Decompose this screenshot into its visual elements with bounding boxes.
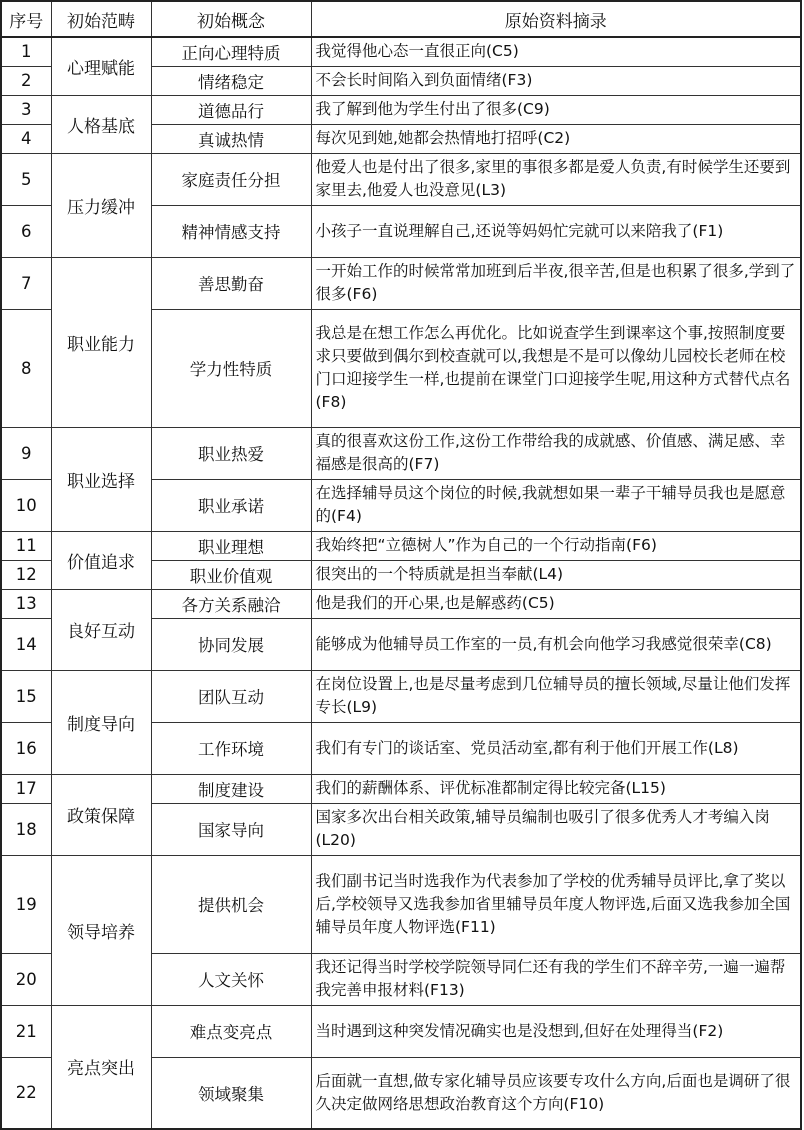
header-excerpt: 原始资料摘录 (311, 1, 801, 37)
table-row (1, 774, 801, 803)
table-row (1, 427, 801, 479)
row-number: 22 (1, 1057, 51, 1129)
excerpt-cell: 我总是在想工作怎么再优化。比如说查学生到课率这个事,按照制度要求只要做到偶尔到校查就可以,我想是不是可以像幼儿园校长老师在校门口迎接学生一样,也提前在课堂门口迎接学生呢,用这种方式替代点名(F8) (311, 309, 801, 427)
row-number: 4 (1, 124, 51, 153)
concept-cell: 提供机会 (151, 855, 311, 953)
excerpt-cell: 不会长时间陷入到负面情绪(F3) (311, 66, 801, 95)
excerpt-cell: 我了解到他为学生付出了很多(C9) (311, 95, 801, 124)
category-cell: 良好互动 (51, 589, 151, 670)
row-number: 17 (1, 774, 51, 803)
excerpt-cell: 每次见到她,她都会热情地打招呼(C2) (311, 124, 801, 153)
table-row (1, 95, 801, 124)
excerpt-cell: 我们的薪酬体系、评优标准都制定得比较完备(L15) (311, 774, 801, 803)
excerpt-cell: 我觉得他心态一直很正向(C5) (311, 37, 801, 66)
category-cell: 压力缓冲 (51, 153, 151, 257)
row-number: 10 (1, 479, 51, 531)
concept-cell: 真诚热情 (151, 124, 311, 153)
excerpt-cell: 小孩子一直说理解自己,还说等妈妈忙完就可以来陪我了(F1) (311, 205, 801, 257)
excerpt-cell: 我还记得当时学校学院领导同仁还有我的学生们不辞辛劳,一遍一遍帮我完善申报材料(F13) (311, 953, 801, 1005)
category-cell: 领导培养 (51, 855, 151, 1005)
concept-cell: 学力性特质 (151, 309, 311, 427)
category-cell: 职业选择 (51, 427, 151, 531)
row-number: 20 (1, 953, 51, 1005)
category-cell: 心理赋能 (51, 37, 151, 95)
category-cell: 人格基底 (51, 95, 151, 153)
excerpt-cell: 我们副书记当时选我作为代表参加了学校的优秀辅导员评比,拿了奖以后,学校领导又选我参加省里辅导员年度人物评选,后面又选我参加全国辅导员年度人物评选(F11) (311, 855, 801, 953)
row-number: 6 (1, 205, 51, 257)
concept-cell: 领域聚集 (151, 1057, 311, 1129)
row-number: 21 (1, 1005, 51, 1057)
row-number: 5 (1, 153, 51, 205)
header-category: 初始范畴 (51, 1, 151, 37)
category-cell: 价值追求 (51, 531, 151, 589)
concept-cell: 协同发展 (151, 618, 311, 670)
excerpt-cell: 我们有专门的谈话室、党员活动室,都有利于他们开展工作(L8) (311, 722, 801, 774)
concept-cell: 职业承诺 (151, 479, 311, 531)
concept-cell: 国家导向 (151, 803, 311, 855)
row-number: 13 (1, 589, 51, 618)
table-row (1, 257, 801, 309)
table-row (1, 531, 801, 560)
concept-cell: 制度建设 (151, 774, 311, 803)
row-number: 14 (1, 618, 51, 670)
row-number: 1 (1, 37, 51, 66)
row-number: 18 (1, 803, 51, 855)
table-row (1, 1005, 801, 1057)
excerpt-cell: 当时遇到这种突发情况确实也是没想到,但好在处理得当(F2) (311, 1005, 801, 1057)
concept-cell: 职业理想 (151, 531, 311, 560)
concept-cell: 正向心理特质 (151, 37, 311, 66)
table-row (1, 153, 801, 205)
row-number: 3 (1, 95, 51, 124)
concept-cell: 情绪稳定 (151, 66, 311, 95)
concept-cell: 各方关系融洽 (151, 589, 311, 618)
excerpt-cell: 后面就一直想,做专家化辅导员应该要专攻什么方向,后面也是调研了很久决定做网络思想政治教育这个方向(F10) (311, 1057, 801, 1129)
concept-cell: 人文关怀 (151, 953, 311, 1005)
excerpt-cell: 很突出的一个特质就是担当奉献(L4) (311, 560, 801, 589)
row-number: 15 (1, 670, 51, 722)
category-cell: 职业能力 (51, 257, 151, 427)
concept-cell: 善思勤奋 (151, 257, 311, 309)
row-number: 12 (1, 560, 51, 589)
concept-cell: 职业热爱 (151, 427, 311, 479)
excerpt-cell: 国家多次出台相关政策,辅导员编制也吸引了很多优秀人才考编入岗(L20) (311, 803, 801, 855)
row-number: 11 (1, 531, 51, 560)
header-concept: 初始概念 (151, 1, 311, 37)
row-number: 16 (1, 722, 51, 774)
table-row (1, 855, 801, 953)
row-number: 2 (1, 66, 51, 95)
excerpt-cell: 真的很喜欢这份工作,这份工作带给我的成就感、价值感、满足感、幸福感是很高的(F7) (311, 427, 801, 479)
concept-cell: 家庭责任分担 (151, 153, 311, 205)
header-row (1, 1, 801, 37)
concept-cell: 团队互动 (151, 670, 311, 722)
excerpt-cell: 在选择辅导员这个岗位的时候,我就想如果一辈子干辅导员我也是愿意的(F4) (311, 479, 801, 531)
table-row (1, 37, 801, 66)
row-number: 7 (1, 257, 51, 309)
concept-cell: 工作环境 (151, 722, 311, 774)
excerpt-cell: 他是我们的开心果,也是解惑药(C5) (311, 589, 801, 618)
excerpt-cell: 在岗位设置上,也是尽量考虑到几位辅导员的擅长领域,尽量让他们发挥专长(L9) (311, 670, 801, 722)
concept-cell: 道德品行 (151, 95, 311, 124)
table-row (1, 670, 801, 722)
excerpt-cell: 能够成为他辅导员工作室的一员,有机会向他学习我感觉很荣幸(C8) (311, 618, 801, 670)
concept-cell: 职业价值观 (151, 560, 311, 589)
category-cell: 亮点突出 (51, 1005, 151, 1129)
header-number: 序号 (1, 1, 51, 37)
concept-cell: 精神情感支持 (151, 205, 311, 257)
concept-cell: 难点变亮点 (151, 1005, 311, 1057)
row-number: 9 (1, 427, 51, 479)
excerpt-cell: 我始终把“立德树人”作为自己的一个行动指南(F6) (311, 531, 801, 560)
excerpt-cell: 一开始工作的时候常常加班到后半夜,很辛苦,但是也积累了很多,学到了很多(F6) (311, 257, 801, 309)
category-cell: 制度导向 (51, 670, 151, 774)
excerpt-cell: 他爱人也是付出了很多,家里的事很多都是爱人负责,有时候学生还要到家里去,他爱人也没意见(L3) (311, 153, 801, 205)
row-number: 19 (1, 855, 51, 953)
row-number: 8 (1, 309, 51, 427)
category-cell: 政策保障 (51, 774, 151, 855)
table-row (1, 589, 801, 618)
